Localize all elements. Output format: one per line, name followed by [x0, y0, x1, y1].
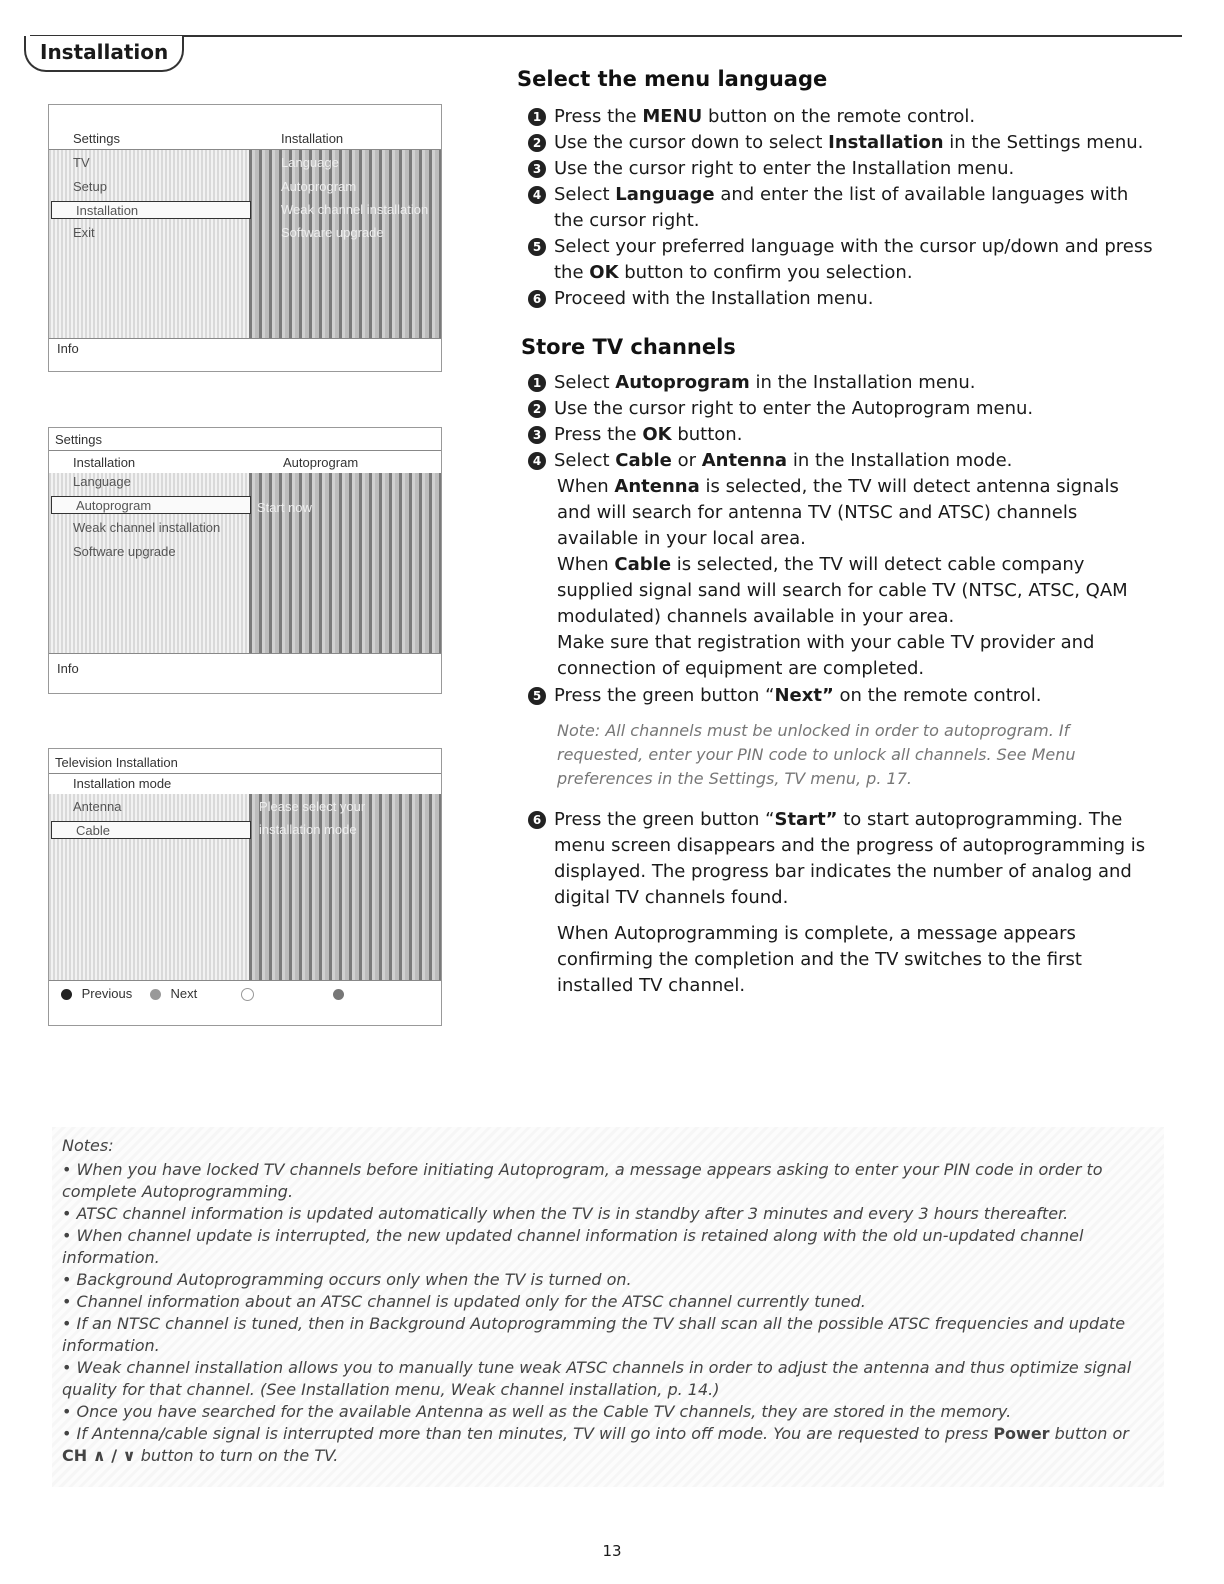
menu-header-right: Autoprogram [283, 455, 359, 470]
submenu-item-start-now[interactable]: Start now [257, 500, 312, 515]
prompt-line-2: installation mode [259, 822, 357, 837]
step-number: 2 [528, 400, 546, 418]
registration-paragraph: Make sure that registration with your cable TV provider and connection of equipment are completed. [557, 632, 1095, 679]
menu-header-left: Installation mode [73, 776, 172, 791]
menu-header-left: Installation [73, 455, 136, 470]
note-item: • When you have locked TV channels before initiating Autoprogram, a message appears asking to enter your PIN code in order to complete Autoprogramming. [62, 1160, 1103, 1201]
note-item-power: • If Antenna/cable signal is interrupted more than ten minutes, TV will go into off mode. You are requested to press Power button or CH ∧ / ∨ button to turn on the TV. [62, 1424, 1129, 1465]
menu-item-language[interactable]: Language [73, 474, 131, 489]
menu-body [49, 150, 441, 339]
menu-body [49, 794, 441, 981]
submenu-item-autoprogram[interactable]: Autoprogram [281, 179, 357, 194]
menu-item-antenna[interactable]: Antenna [73, 799, 122, 814]
notes-box [52, 1127, 1164, 1487]
step-number: 3 [528, 160, 546, 178]
menu-header-right: Installation [281, 131, 344, 146]
menu-header [49, 773, 441, 795]
menu-item-weak-channel[interactable]: Weak channel installation [73, 520, 221, 535]
yellow-key-icon [241, 988, 254, 1001]
antenna-paragraph: When Antenna is selected, the TV will detect antenna signals and will search for antenna TV (NTSC and ATSC) channels available in your local area. [557, 476, 1119, 549]
step-number: 2 [528, 134, 546, 152]
menu-item-autoprogram[interactable]: Autoprogram [51, 496, 251, 514]
note-item: • Once you have searched for the available Antenna as well as the Cable TV channels, they are stored in the memory. [62, 1402, 1012, 1421]
note-item: • Weak channel installation allows you to manually tune weak ATSC channels in order to adjust the antenna and thus optimize signal quality for that channel. (See Installation menu, Weak channel installation, p. 14.) [62, 1358, 1132, 1399]
page-number: 13 [602, 1542, 622, 1560]
blue-key-icon [333, 989, 344, 1000]
autoprogram-note: Note: All channels must be unlocked in order to autoprogram. If requested, enter your PIN code to unlock all channels. See Menu preferences in the Settings, TV menu, p. 17. [557, 721, 1076, 788]
color-key-bar [61, 985, 344, 1003]
menu-item-tv[interactable]: TV [73, 155, 90, 170]
menu-body [49, 473, 441, 654]
note-item: • If an NTSC channel is tuned, then in Background Autoprogramming the TV shall scan all the possible ATSC frequencies and update information. [62, 1314, 1126, 1355]
menu-header [49, 450, 441, 474]
section-tab: Installation [24, 36, 184, 72]
step-number: 4 [528, 452, 546, 470]
menu-item-setup[interactable]: Setup [73, 179, 107, 194]
menu-item-exit[interactable]: Exit [73, 225, 95, 240]
step-number: 1 [528, 374, 546, 392]
autoprogram-menu-screenshot [48, 427, 442, 694]
menu-item-installation[interactable]: Installation [51, 201, 251, 219]
step-number: 3 [528, 426, 546, 444]
menu-item-software-upgrade[interactable]: Software upgrade [73, 544, 176, 559]
note-item: • When channel update is interrupted, the new updated channel information is retained along with the old un-updated channel information. [62, 1226, 1084, 1267]
step-number: 6 [528, 290, 546, 308]
next-label[interactable]: Next [170, 986, 198, 1001]
installation-mode-menu-screenshot [48, 748, 442, 1026]
previous-label[interactable]: Previous [81, 986, 133, 1001]
top-rule [30, 35, 1182, 37]
menu-info: Info [57, 661, 79, 676]
submenu-item-language[interactable]: Language [281, 155, 339, 170]
step-number: 5 [528, 238, 546, 256]
note-item: • ATSC channel information is updated automatically when the TV is in standby after 3 minutes and every 3 hours thereafter. [62, 1204, 1069, 1223]
heading-store-channels: Store TV channels [521, 335, 736, 359]
step-number: 5 [528, 687, 546, 705]
cable-paragraph: When Cable is selected, the TV will detect cable company supplied signal sand will search for cable TV (NTSC, ATSC, QAM modulated) channels available in your area. [557, 554, 1128, 627]
step-number: 6 [528, 811, 546, 829]
note-item: • Channel information about an ATSC channel is updated only for the ATSC channel currently tuned. [62, 1292, 866, 1311]
submenu-item-software-upgrade[interactable]: Software upgrade [281, 225, 384, 240]
note-item: • Background Autoprogramming occurs only when the TV is turned on. [62, 1270, 632, 1289]
menu-header-left: Settings [73, 131, 120, 146]
menu-item-cable[interactable]: Cable [51, 821, 251, 839]
green-key-icon [150, 989, 161, 1000]
menu-header [49, 127, 441, 150]
menu-info: Info [57, 341, 79, 356]
red-key-icon [61, 989, 72, 1000]
complete-paragraph: When Autoprogramming is complete, a message appears confirming the completion and the TV switches to the first installed TV channel. [557, 923, 1082, 996]
settings-menu-screenshot [48, 104, 442, 372]
step-number: 1 [528, 108, 546, 126]
menu-top-title: Settings [55, 432, 102, 447]
prompt-line-1: Please select your [259, 799, 366, 814]
notes-title: Notes: [62, 1136, 114, 1155]
submenu-item-weak-channel[interactable]: Weak channel installation [281, 202, 429, 217]
step-number: 4 [528, 186, 546, 204]
menu-top-title: Television Installation [55, 755, 178, 770]
heading-select-language: Select the menu language [517, 67, 828, 91]
